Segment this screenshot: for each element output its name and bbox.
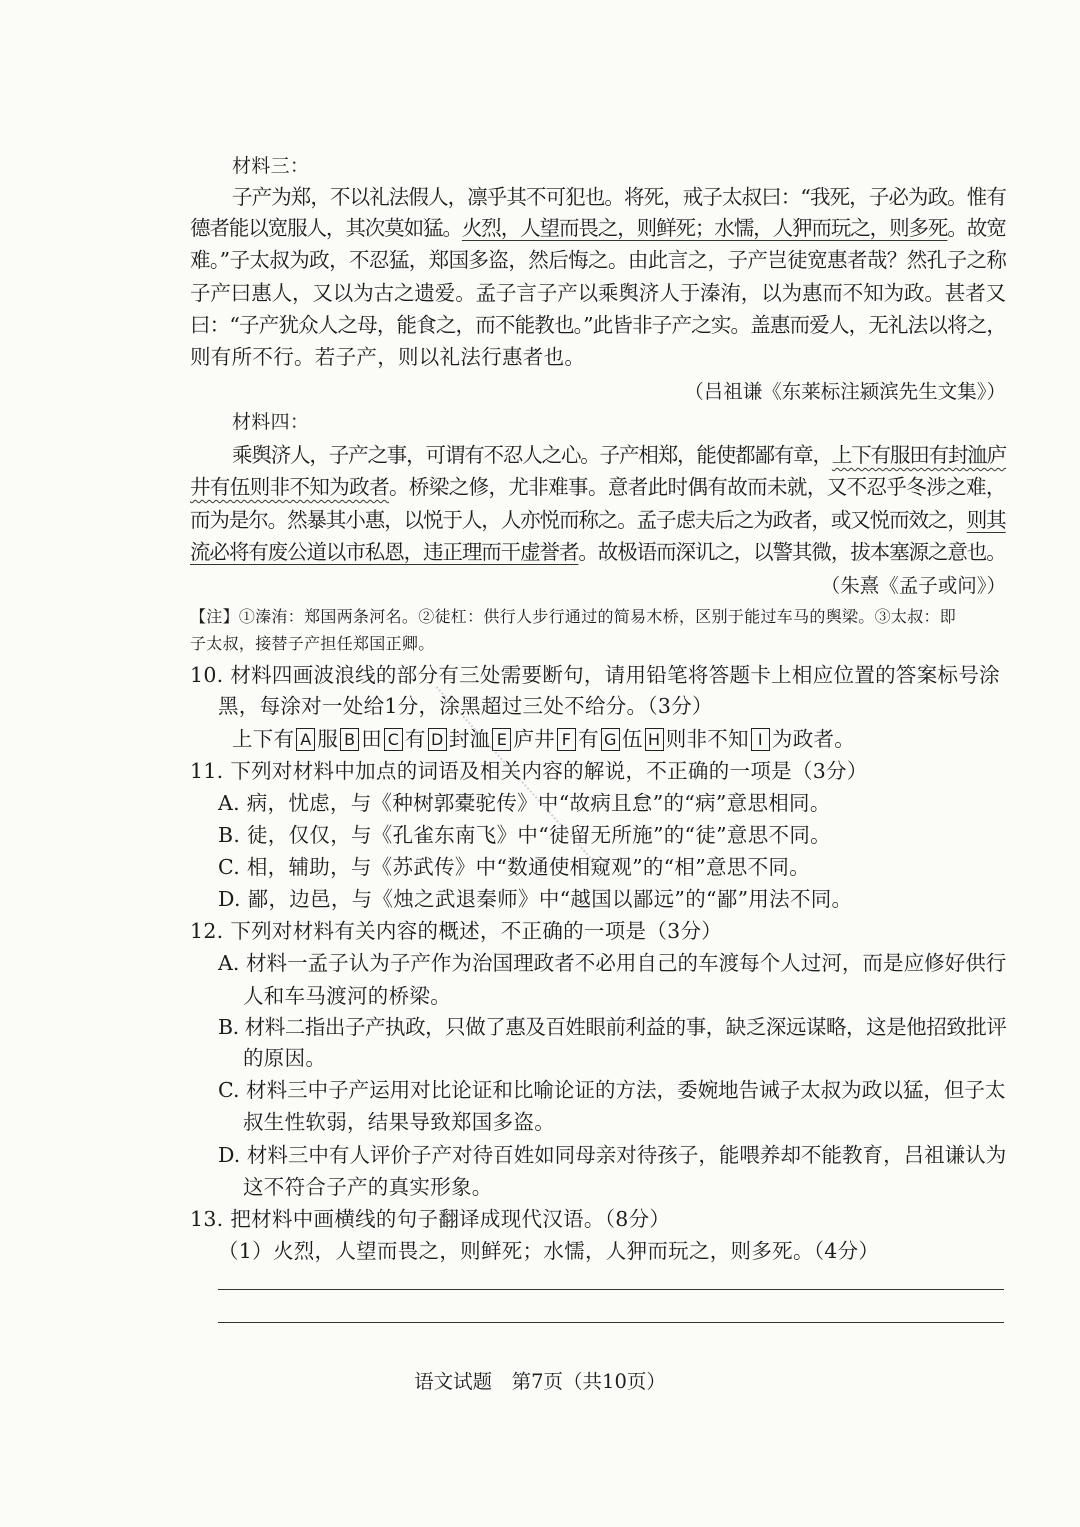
m3-line-2a: 德者能以宽服人，其次莫如猛。: [190, 216, 462, 240]
m4-line-1: [232, 441, 1006, 469]
m4-line-4: [190, 538, 1006, 566]
m3-underlined-sentence: 火烈，人望而畏之，则鲜死；水懦，人狎而玩之，则多死: [461, 216, 948, 240]
q12-option-c-cont[interactable]: 叔生性软弱，结果导致郑国多盗。: [243, 1110, 555, 1134]
q10-sentence: [232, 725, 855, 753]
m4-source: （朱熹《孟子或问》）: [820, 574, 1006, 597]
q10-seg: 服: [317, 727, 339, 751]
m4-line-2: [190, 473, 1006, 501]
q10-seg: 伍: [621, 727, 643, 751]
m4-line-3: [190, 506, 1006, 534]
m4-wavy-segment-1: 上下有服田有封洫庐: [831, 443, 1007, 467]
q10-seg: 为政者。: [771, 727, 856, 751]
m3-line-5: 曰：“子产犹众人之母，能食之，而不能教也。”此皆非子产之实。盖惠而爱人，无礼法以将之，: [190, 313, 1007, 337]
q10-seg: 上下有: [232, 727, 295, 751]
note-line-1: 【注】①溱洧：郑国两条河名。②徒杠：供行人步行通过的简易木桥，区别于能过车马的舆梁。③太叔：即: [190, 607, 957, 626]
m4-line-3a: 而为是尔。然暴其小惠，以悦于人，人亦悦而称之。孟子虑夫后之为政者，或又悦而效之，: [190, 508, 967, 532]
q12-stem: 12. 下列对材料有关内容的概述，不正确的一项是（3分）: [190, 919, 723, 943]
q10-seg: 则非不知: [665, 727, 749, 751]
m4-line-2b: 。桥梁之修，尤非难事。意者此时偶有故而未就，又不忍乎冬涉之难，: [388, 475, 1006, 499]
q11-stem: 11. 下列对材料中加点的词语及相关内容的解说，不正确的一项是（3分）: [190, 759, 868, 783]
q10-option-box-e[interactable]: E: [492, 728, 511, 751]
q10-stem-line-2: 黑，每涂对一处给1分，涂黑超过三处不给分。（3分）: [218, 694, 713, 718]
m3-line-6: 则有所不行。若子产，则以礼法行惠者也。: [190, 345, 586, 369]
material-4-heading: 材料四：: [232, 411, 310, 433]
q12-option-d-cont[interactable]: 这不符合子产的真实形象。: [243, 1175, 493, 1199]
q10-seg: 田: [361, 727, 383, 751]
q12-option-b[interactable]: B. 材料二指出子产执政，只做了惠及百姓眼前利益的事，缺乏深远谋略，这是他招致批评: [218, 1015, 1007, 1039]
m4-line-1a: 乘舆济人，子产之事，可谓有不忍人之心。子产相郑，能使都鄙有章，: [232, 443, 832, 467]
m3-line-2: [190, 214, 1006, 242]
answer-line-2[interactable]: [218, 1322, 1004, 1323]
q10-seg: 封洫: [448, 727, 491, 751]
q11-option-b[interactable]: B. 徒，仅仅，与《孔雀东南飞》中“徒留无所施”的“徒”意思不同。: [218, 823, 831, 847]
m3-source: （吕祖谦《东莱标注颍滨先生文集》）: [684, 380, 1006, 403]
q10-seg: 有: [405, 727, 426, 751]
m4-underlined-segment-1: 则其: [966, 508, 1006, 532]
m3-line-1: 子产为郑，不以礼法假人，凛乎其不可犯也。将死，戒子太叔曰：“我死，子必为政。惟有: [232, 185, 1006, 209]
q13-stem: 13. 把材料中画横线的句子翻译成现代汉语。（8分）: [190, 1207, 671, 1231]
q12-option-d[interactable]: D. 材料三中有人评价子产对待百姓如同母亲对待孩子，能喂养却不能教育，吕祖谦认为: [218, 1143, 1007, 1167]
answer-line-1[interactable]: [218, 1289, 1004, 1290]
q10-option-box-h[interactable]: H: [645, 728, 664, 751]
q11-option-d[interactable]: D. 鄙，边邑，与《烛之武退秦师》中“越国以鄙远”的“鄙”用法不同。: [218, 887, 853, 911]
q13-sub-1: （1）火烈，人望而畏之，则鲜死；水懦，人狎而玩之，则多死。（4分）: [218, 1239, 880, 1263]
q12-option-b-cont[interactable]: 的原因。: [243, 1046, 327, 1070]
q10-seg: 有: [578, 727, 599, 751]
q10-option-box-c[interactable]: C: [384, 728, 403, 751]
m3-line-3: 难。”子太叔为政，不忍猛，郑国多盗，然后悔之。由此言之，子产岂徒宽惠者哉？然孔子之称: [190, 248, 1007, 272]
q11-option-c[interactable]: C. 相，辅助，与《苏武传》中“数通使相窥观”的“相”意思不同。: [218, 855, 811, 879]
q10-option-box-g[interactable]: G: [601, 728, 620, 751]
q10-option-box-a[interactable]: A: [296, 728, 315, 751]
m4-line-4b: 。故极语而深讥之，以警其微，拔本塞源之意也。: [578, 540, 1006, 564]
m3-line-2c: 。故宽: [947, 216, 1006, 240]
q10-option-box-d[interactable]: D: [428, 728, 447, 751]
m4-wavy-segment-2: 井有伍则非不知为政者: [190, 475, 389, 499]
q10-option-box-b[interactable]: B: [340, 728, 359, 751]
q10-option-box-i[interactable]: I: [751, 728, 770, 751]
q12-option-a[interactable]: A. 材料一孟子认为子产作为治国理政者不必用自己的车渡每个人过河，而是应修好供行: [218, 951, 1007, 975]
q12-option-a-cont[interactable]: 人和车马渡河的桥梁。: [243, 984, 451, 1008]
m3-line-4: 子产曰惠人，又以为古之遗爱。孟子言子产以乘舆济人于溱洧，以为惠而不知为政。甚者又: [190, 281, 1006, 305]
material-3-heading: 材料三：: [232, 155, 310, 177]
q11-option-a[interactable]: A. 病，忧虑，与《种树郭橐驼传》中“故病且怠”的“病”意思相同。: [218, 791, 831, 815]
q10-option-box-f[interactable]: F: [557, 728, 576, 751]
page-footer: 语文试题 第7页（共10页）: [414, 1370, 666, 1393]
m4-underlined-segment-2: 流必将有废公道以市私恩，违正理而干虚誉者: [190, 540, 579, 564]
q12-option-c[interactable]: C. 材料三中子产运用对比论证和比喻论证的方法，委婉地告诫子太叔为政以猛，但子太: [218, 1078, 1006, 1102]
note-line-2: 子太叔，接替子产担任郑国正卿。: [190, 634, 435, 653]
q10-stem-line-1: 10. 材料四画波浪线的部分有三处需要断句，请用铅笔将答题卡上相应位置的答案标号涂: [190, 663, 1000, 687]
q10-seg: 庐井: [513, 727, 556, 751]
